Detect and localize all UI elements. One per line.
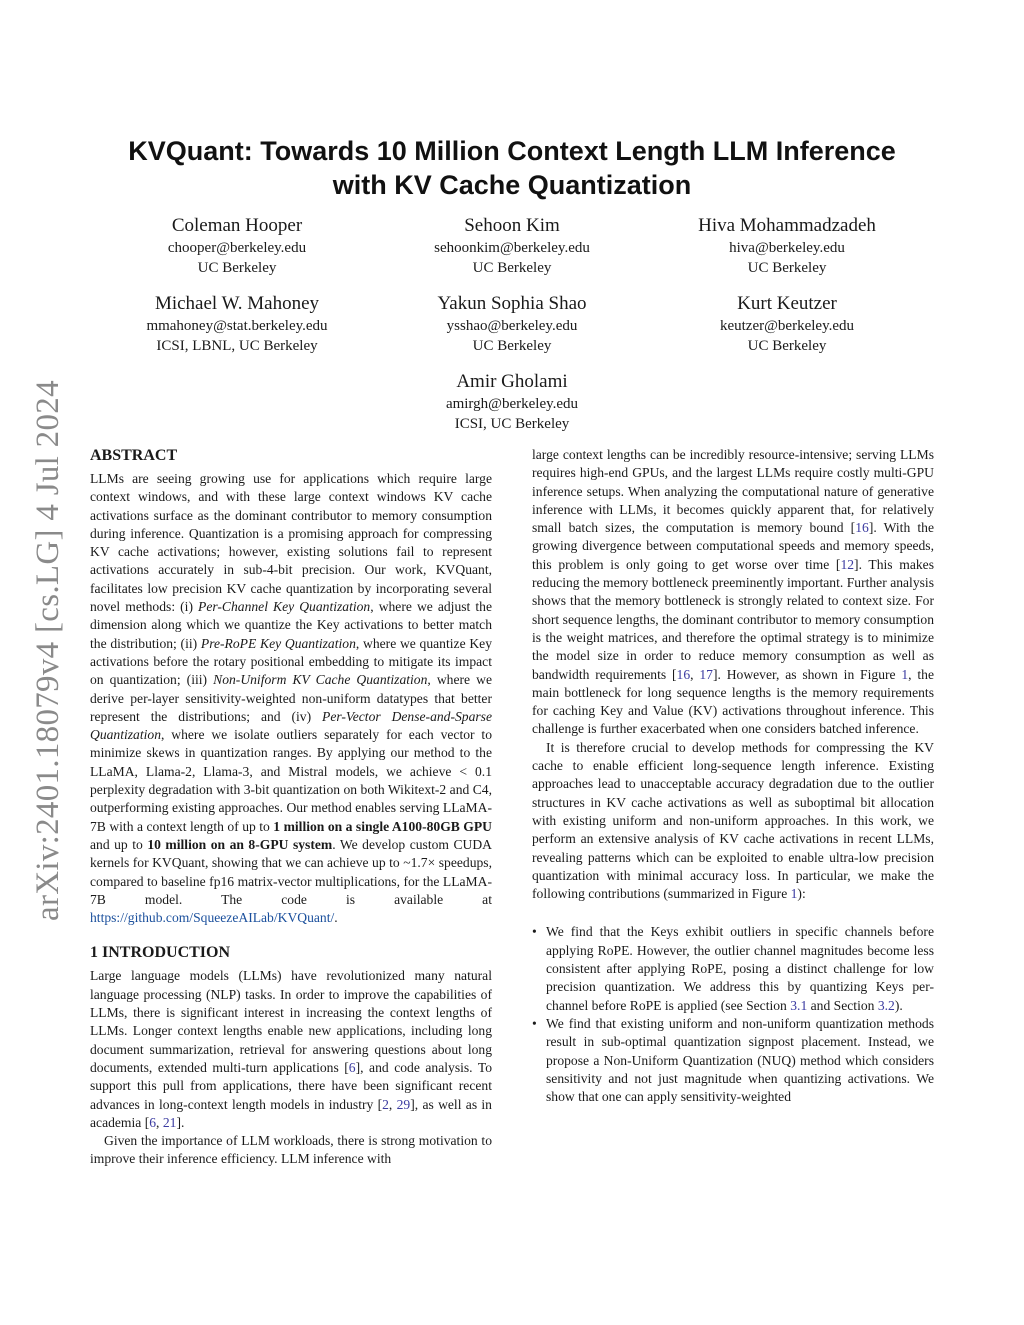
author-affiliation: UC Berkeley (472, 338, 552, 354)
right-column (532, 446, 934, 1106)
intro-heading: 1 INTRODUCTION (90, 944, 231, 962)
author-affiliation: UC Berkeley (197, 260, 277, 276)
author-affiliation: ICSI, UC Berkeley (454, 416, 570, 432)
author-email[interactable]: hiva@berkeley.edu (729, 240, 845, 256)
abstract-heading: ABSTRACT (90, 447, 178, 464)
citation-link[interactable]: 6 (348, 1059, 356, 1075)
body-paragraph-1: large context lengths can be incredibly resource-intensive; serving LLMs requires high-end GPUs, and the largest LLMs require costly multi-GPU inference setups. When analyzing the computational nature of generative inference with LLMs, it becomes quickly apparent that, for relatively small batch sizes, the computation is memory bound [16]. With the growing divergence between computational speeds and memory speeds, this problem is only going to get worse over time [12]. This makes reducing the memory bottleneck preeminently important. Further analysis shows that the memory bottleneck is strongly related to context size. For short sequence lengths, the dominant contributor to memory consumption is the weight matrices, and therefore the optimal strategy is to minimize the model size in order to reduce memory consumption as well as bandwidth requirements [16, 17]. However, as shown in Figure 1, the main bottleneck for long sequence lengths is the memory requirements for caching Key and Value (KV) activations throughout inference. This challenge is further exacerbated when one considers batched inference. (532, 447, 934, 737)
author-affiliation: UC Berkeley (747, 338, 827, 354)
author-name: Yakun Sophia Shao (437, 293, 587, 314)
citation-link[interactable]: 16 (855, 520, 869, 536)
code-link[interactable]: https://github.com/SqueezeAILab/KVQuant/ (90, 910, 335, 926)
intro-paragraph-2: Given the importance of LLM workloads, there is strong motivation to improve their inference efficiency. LLM inference with (90, 1133, 492, 1167)
author-block (87, 214, 387, 278)
left-column (90, 446, 492, 1169)
author-name: Sehoon Kim (464, 215, 560, 236)
paper-title (90, 134, 934, 202)
author-name: Amir Gholami (456, 371, 568, 392)
citation-link[interactable]: 29 (396, 1096, 411, 1112)
author-affiliation: ICSI, LBNL, UC Berkeley (156, 338, 318, 354)
figure-link[interactable]: 1 (790, 886, 798, 902)
citation-link[interactable]: 17 (699, 666, 713, 682)
author-name: Michael W. Mahoney (154, 293, 320, 314)
title-line-1: KVQuant: Towards 10 Million Context Length LLM Inference (128, 136, 896, 166)
author-name: Kurt Keutzer (737, 293, 837, 314)
bullet-icon: • (532, 924, 537, 940)
arxiv-identifier: arXiv:2401.18079v4 [cs.LG] 4 Jul 2024 (30, 380, 66, 922)
author-affiliation: UC Berkeley (747, 260, 827, 276)
section-link[interactable]: 3.2 (877, 997, 895, 1013)
author-email[interactable]: sehoonkim@berkeley.edu (434, 240, 590, 256)
citation-link[interactable]: 2 (382, 1096, 389, 1112)
bullet-icon: • (532, 1015, 537, 1031)
title-line-2: with KV Cache Quantization (332, 170, 692, 200)
contribution-bullet-2: • We find that existing uniform and non-uniform quantization methods result in sub-optimal quantization signpost placement. Instead, we propose a Non-Uniform Quantization (NUQ) method which considers sensitivity and not just magnitude when quantizing activations. We show that one can apply sensitivity-weighted (532, 1015, 934, 1105)
author-email[interactable]: chooper@berkeley.edu (167, 240, 307, 256)
author-block (362, 370, 662, 434)
contribution-bullet-1: • We find that the Keys exhibit outliers in specific channels before applying RoPE. However, the outlier channel magnitudes become less consistent after applying RoPE, posing a distinct challenge for low precision quantization. We address this by quantizing Keys per-channel before RoPE is applied (see Section 3.1 and Section 3.2). (532, 924, 934, 1013)
author-block (362, 292, 662, 356)
author-block (637, 214, 937, 278)
author-email[interactable]: keutzer@berkeley.edu (719, 318, 855, 334)
author-block (362, 214, 662, 278)
author-name: Hiva Mohammadzadeh (698, 215, 876, 236)
citation-link[interactable]: 21 (162, 1114, 177, 1130)
citation-link[interactable]: 6 (149, 1114, 157, 1130)
figure-link[interactable]: 1 (901, 666, 909, 682)
abstract-text: LLMs are seeing growing use for applications which require large context windows, and with these large context windows KV cache activations surface as the dominant contributor to memory consumption during inference. Quantization is a promising approach for compressing KV cache activations; however, existing solutions fail to represent activations accurately in sub-4-bit precision. Our work, KVQuant, facilitates low precision KV cache quantization by incorporating several novel methods: (i) Per-Channel Key Quantization, where we adjust the dimension along which we quantize the Key activations to better match the distribution; (ii) Pre-RoPE Key Quantization, where we quantize Key activations before the rotary positional embedding to mitigate its impact on quantization; (iii) Non-Uniform KV Cache Quantization, where we derive per-layer sensitivity-weighted non-uniform datatypes that better represent the distributions; and (iv) Per-Vector Dense-and-Sparse Quantization, where we isolate outliers separately for each vector to minimize skews in quantization ranges. By applying our method to the LLaMA, Llama-2, Llama-3, and Mistral models, we achieve < 0.1 perplexity degradation with 3-bit quantization on both Wikitext-2 and C4, outperforming existing approaches. Our method enables serving LLaMA-7B with a context length of up to 1 million on a single A100-80GB GPU and up to 10 million on an 8-GPU system. We develop custom CUDA kernels for KVQuant, showing that we can achieve up to ~1.7× speedups, compared to baseline fp16 matrix-vector multiplications, for the LLaMA-7B model. The code is available at https://github.com/SqueezeAILab/KVQuant/. (90, 471, 492, 926)
section-link[interactable]: 3.1 (790, 997, 808, 1013)
author-block (87, 292, 387, 356)
author-affiliation: UC Berkeley (472, 260, 552, 276)
author-email[interactable]: ysshao@berkeley.edu (446, 318, 578, 334)
body-paragraph-2: It is therefore crucial to develop methods for compressing the KV cache to enable efficient long-sequence length inference. Existing approaches lead to unacceptable accuracy degradation due to the outlier structures in KV cache activations as well as suboptimal bit allocation with existing uniform and non-uniform approaches. In this work, we perform an extensive analysis of KV cache activations in recent LLMs, revealing patterns which can be exploited to enable ultra-low precision quantization with minimal accuracy loss. In particular, we make the following contributions (summarized in Figure 1): (532, 739, 934, 902)
intro-paragraph-1: Large language models (LLMs) have revolutionized many natural language processing (NLP) tasks. In order to improve the capabilities of LLMs, there is significant interest in increasing the context lengths of LLMs. Longer context lengths enable new applications, including long document summarization, retrieval for answering questions about long documents, extended multi-turn applications [6], and code analysis. To support this pull from applications, there have been significant recent advances in long-context length models in industry [2, 29], as well as in academia [6, 21]. (90, 968, 492, 1130)
author-email[interactable]: mmahoney@stat.berkeley.edu (146, 318, 328, 334)
citation-link[interactable]: 16 (676, 666, 691, 682)
author-email[interactable]: amirgh@berkeley.edu (445, 396, 579, 412)
citation-link[interactable]: 12 (840, 556, 855, 572)
author-block (637, 292, 937, 356)
author-name: Coleman Hooper (171, 215, 303, 236)
